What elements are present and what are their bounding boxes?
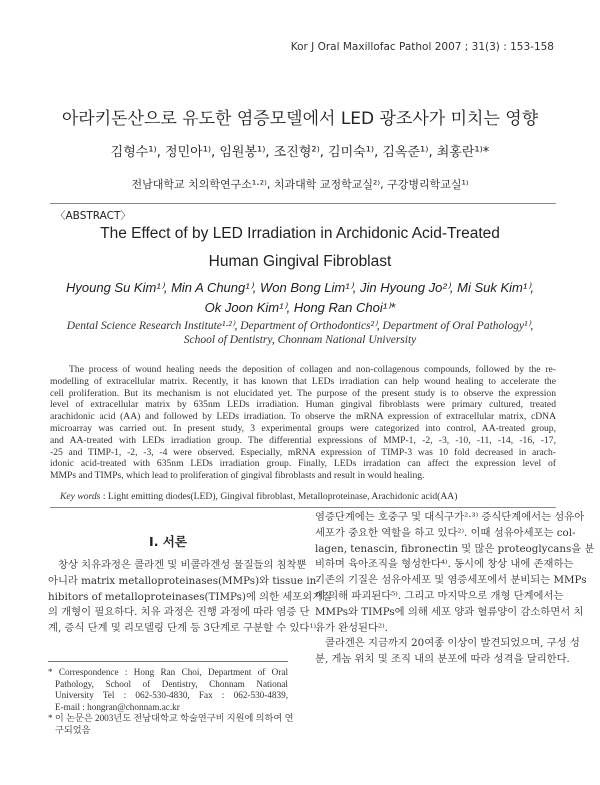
footnotes: [48, 667, 294, 736]
keywords: [60, 491, 457, 502]
paragraph-line: 계, 증식 단계 및 리모델링 단계 등 3단계로 구분할 수 있다¹⁾.: [48, 622, 320, 635]
paragraph-line: 의 개형이 필요하다. 치유 과정은 진행 과정에 따라 염증 단: [48, 606, 310, 619]
paragraph-line: 분, 게놈 위치 및 조직 내의 분포에 따라 성격을 달리한다.: [315, 653, 570, 666]
paragraph-line: 콜라겐은 지금까지 20여종 이상이 발견되었으며, 구성 성: [325, 637, 580, 650]
english-affiliation-line2: School of Dentistry, Chonnam National University: [183, 334, 417, 346]
abstract-line: idonic acid-treated with 635nm LEDs irradiation group. Finally, LEDs irradation can affect the expression level of: [50, 458, 556, 470]
footnote-divider: [48, 661, 288, 662]
paragraph-line: 유가 완성된다²⁾.: [315, 621, 388, 634]
paragraph-line: lagen, tenascin, fibronectin 및 많은 proteoglycans을 분: [315, 542, 595, 555]
abstract-line: MMPs and TIMPs, which lead to proliferation of gingival fibroblasts and result in would healing.: [50, 470, 425, 482]
abstract-label: 〈ABSTRACT〉: [55, 210, 131, 222]
paragraph-line: 비하며 육아조직을 형성한다⁴⁾. 동시에 창상 내에 존재하는: [315, 558, 574, 571]
paragraph-line: 세포가 중요한 역할을 하고 있다²⁾. 이때 섬유아세포는 col-: [315, 526, 576, 539]
korean-title: 아라키돈산으로 유도한 염증모델에서 LED 광조사가 미치는 영향: [61, 109, 539, 129]
paragraph-line: 아니라 matrix metalloproteinases(MMPs)와 tissue in-: [48, 574, 320, 587]
footnote-line: * 이 논문은 2003년도 전남대학교 학술연구비 지원에 의하여 연: [48, 713, 294, 723]
paragraph-line: MMPs와 TIMPs에 의해 세포 양과 혈류양이 감소하면서 치: [315, 605, 584, 618]
english-title-line1: The Effect of by LED Irradiation in Archidonic Acid-Treated: [100, 225, 500, 242]
korean-affiliation: 전남대학교 치의학연구소¹·²⁾, 치과대학 교정학교실²⁾, 구강병리학교실¹⁾: [131, 178, 469, 191]
paragraph-line: 기존의 기질은 섬유아세포 및 염증세포에서 분비되는 MMPs: [315, 574, 587, 587]
section-heading: I. 서론: [149, 534, 187, 549]
footnote-line: * Correspondence : Hong Ran Choi, Department of Oral: [48, 667, 288, 677]
paragraph-line: 창상 치유과정은 콜라겐 및 비콜라겐성 물질들의 침착뿐: [58, 559, 307, 571]
journal-citation: Kor J Oral Maxillofac Pathol 2007 ; 31(3) : 153-158: [290, 41, 554, 53]
abstract-line: -25 and TIMP-1, -2, -3, -4 were observed. Especially, mRNA expression of TIMP-3 was 10 fold decreased in arach-: [50, 446, 556, 458]
header-divider: [50, 203, 556, 204]
footnote-line: University Tel : 062-530-4830, Fax : 062-530-4839,: [55, 690, 288, 700]
english-authors-line1: Hyoung Su Kim¹⁾, Min A Chung¹⁾, Won Bong Lim¹⁾, Jin Hyoung Jo²⁾, Mi Suk Kim¹⁾,: [66, 280, 534, 295]
abstract-line: microarray was carried out. In present study, 3 experimental groups were categorized into control, AA-treated group,: [50, 423, 556, 434]
paragraph-line: hibitors of metalloproteinases(TIMPs)에 의한 세포외기질: [48, 590, 333, 603]
footnote-line: Pathology, School of Dentistry, Chonnam National: [55, 678, 288, 689]
abstract-line: level of extracellular matrix by 635nm LEDs irradiation. Human gingival fibroblasts were primary cultured, treated: [50, 399, 556, 411]
footnote-line: E-mail : hongran@chonnam.ac.kr: [55, 701, 180, 712]
paragraph-line: 염증단계에는 호중구 및 대식구가²·³⁾ 증식단계에서는 섬유아: [315, 511, 585, 523]
abstract-line: arachidonic acid (AA) and followed by LEDs irradiation. To observe the mRNA expression of extracellular matrix, cDNA: [50, 411, 556, 423]
paragraph-line: 에 의해 파괴된다⁵⁾. 그리고 마지막으로 개형 단계에서는: [315, 589, 564, 602]
left-column-paragraph: [48, 558, 333, 637]
english-authors-line2: Ok Joon Kim¹⁾, Hong Ran Choi¹⁾*: [204, 300, 396, 315]
keywords-label: Key words: [60, 491, 101, 502]
abstract-line: cell proliferation. But its mechanism is not elucidated yet. The purpose of the present study is to observe the expression: [50, 387, 556, 399]
korean-authors: 김형수¹⁾, 정민아¹⁾, 임원봉¹⁾, 조진형²⁾, 김미숙¹⁾, 김옥준¹⁾, 최홍란¹⁾*: [110, 145, 490, 160]
footnote-line: 구되었음: [55, 724, 91, 735]
keywords-text: : Light emitting diodes(LED), Gingival fibroblast, Metalloproteinase, Arachidonic acid(AA): [100, 491, 458, 502]
abstract-divider: [50, 507, 556, 508]
right-column-paragraphs: [315, 510, 595, 668]
abstract-line: and AA-treated with LEDs irradiation group. The differential expressions of MMP-1, -2, -3, -10, -11, -14, -16, -17,: [50, 434, 556, 446]
english-title-line2: Human Gingival Fibroblast: [208, 253, 392, 270]
abstract-line: modelling of extracellular matrix. Recently, it has known that LEDs irradiation can help wound healing to accelerate the: [50, 375, 556, 387]
abstract-line: The process of wound healing needs the deposition of collagen and non-collagenous compounds, followed by the re-: [50, 364, 556, 375]
english-affiliation-line1: Dental Science Research Institute¹·²⁾, Department of Orthodontics²⁾, Department of Oral Pathology¹⁾,: [66, 320, 534, 332]
